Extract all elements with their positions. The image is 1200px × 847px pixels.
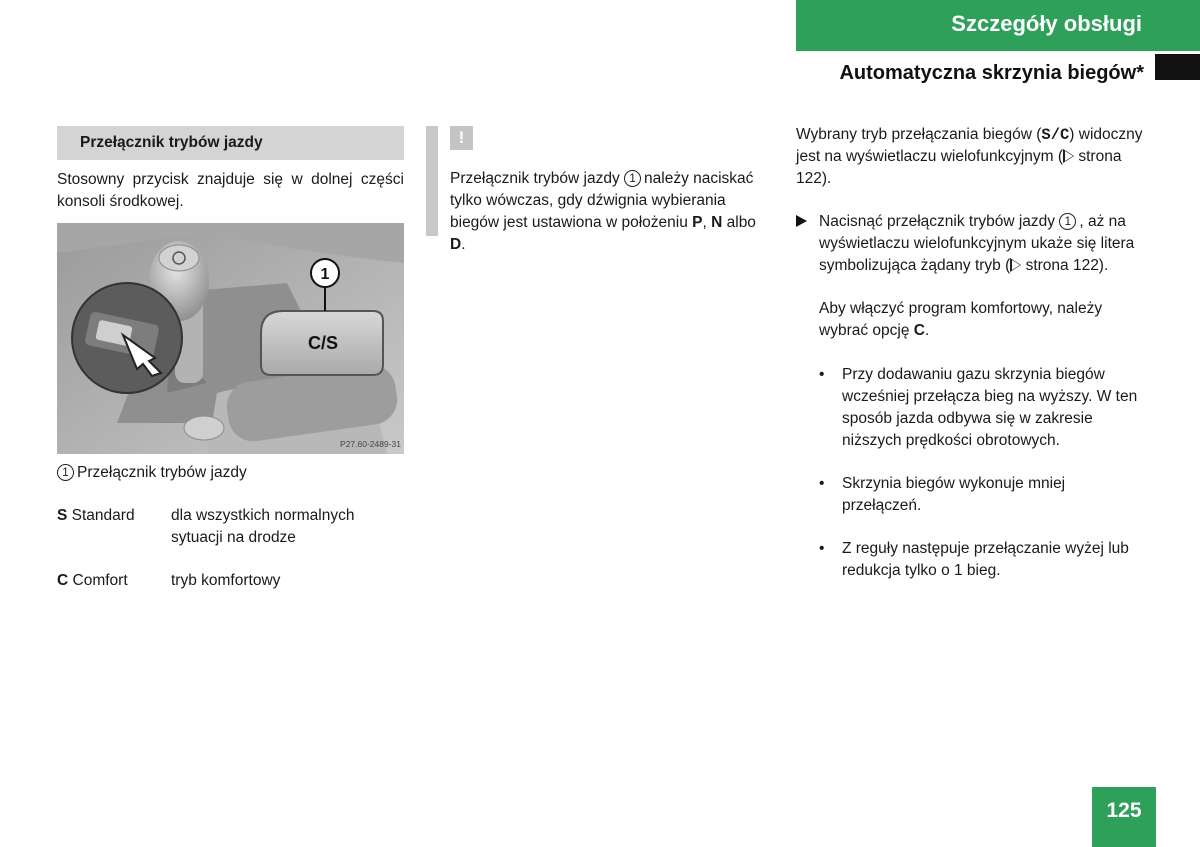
comfort-paragraph: Aby włączyć program komfortowy, należy wybrać opcję C. bbox=[819, 300, 1103, 339]
caption-text: Przełącznik trybów jazdy bbox=[77, 464, 247, 481]
bullet-icon: • bbox=[819, 540, 825, 557]
mode-key: C bbox=[57, 572, 69, 589]
mode-description: tryb komfortowy bbox=[171, 572, 281, 589]
section-banner bbox=[796, 0, 1200, 51]
instruction-step: Nacisnąć przełącznik trybów jazdy 1 , aż na wyświetlaczu wielofunkcyjnym ukaże się litera symbolizująca żądany tryb ( strona 122). bbox=[796, 211, 1144, 277]
figure-caption bbox=[57, 462, 404, 484]
callout-number: 1 bbox=[320, 266, 330, 283]
bullet-icon: • bbox=[819, 366, 825, 383]
page-reference-icon bbox=[1063, 149, 1074, 163]
console-photo bbox=[57, 223, 404, 454]
warning-text: Przełącznik trybów jazdy 1 należy naciskać tylko wówczas, gdy dźwignia wybierania biegów jest ustawiona w położeniu P, N albo D. bbox=[450, 170, 756, 253]
warning-icon: ! bbox=[450, 126, 473, 150]
page-number: 125 bbox=[1092, 787, 1156, 847]
page-title: Automatyczna skrzynia biegów* bbox=[839, 62, 1144, 84]
mode-name: Comfort bbox=[72, 572, 128, 589]
display-code: S/C bbox=[1041, 126, 1070, 144]
step-arrow-icon bbox=[796, 215, 807, 227]
section-title: Szczegóły obsługi bbox=[951, 11, 1142, 36]
figure-reference-code: P27.60-2489-31 bbox=[340, 439, 401, 449]
subsection-heading: Przełącznik trybów jazdy bbox=[57, 126, 404, 160]
cs-button-label: C/S bbox=[307, 333, 339, 353]
intro-paragraph: Stosowny przycisk znajduje się w dolnej części konsoli środkowej. bbox=[57, 171, 404, 210]
callout-marker: 1 bbox=[624, 170, 641, 187]
page-reference-icon bbox=[1010, 258, 1021, 272]
bullet-icon: • bbox=[819, 475, 825, 492]
mode-description: dla wszystkich normalnych sytuacji na drodze bbox=[171, 507, 355, 546]
callout-marker: 1 bbox=[1059, 213, 1076, 230]
warning-side-bar bbox=[426, 126, 438, 236]
heading-tab-marker bbox=[1155, 54, 1200, 80]
callout-marker: 1 bbox=[57, 464, 74, 481]
mode-key: S bbox=[57, 507, 68, 524]
mode-name: Standard bbox=[71, 507, 135, 524]
mode-display-paragraph: Wybrany tryb przełączania biegów (S/C) widoczny jest na wyświetlaczu wielofunkcyjnym ( strona 122). bbox=[796, 126, 1143, 187]
